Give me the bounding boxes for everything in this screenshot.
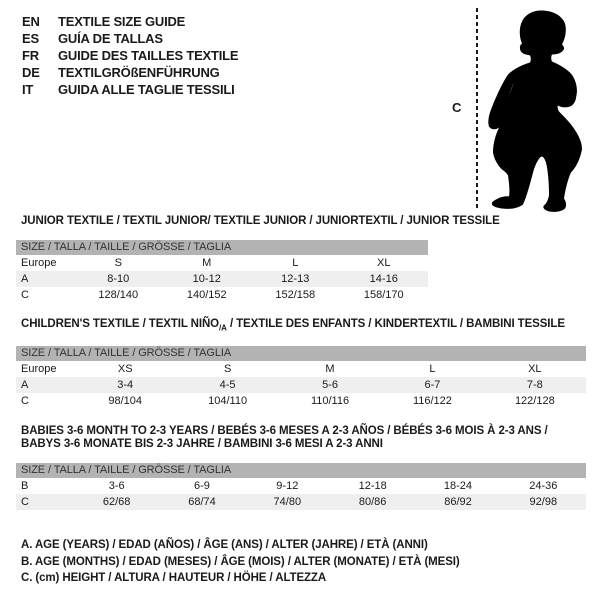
height-dashed-line	[476, 8, 478, 210]
section-children-textile	[16, 318, 586, 409]
size-cell: 140/152	[186, 289, 227, 301]
children-title-subscript: /A	[219, 323, 227, 333]
size-cell: 104/110	[208, 395, 248, 408]
size-cell: 110/116	[310, 395, 350, 408]
table-row-age	[16, 377, 586, 393]
size-cell: 62/68	[102, 496, 131, 508]
size-cell: XS	[117, 363, 133, 376]
row-label: C	[21, 395, 29, 408]
size-cell: 98/104	[108, 395, 143, 408]
language-list	[22, 13, 238, 98]
size-cell: 68/74	[188, 496, 216, 508]
size-cell: 3-4	[117, 379, 134, 392]
toddler-silhouette-icon	[487, 6, 597, 213]
children-size-table	[16, 346, 586, 409]
size-cell: 9-12	[276, 480, 299, 492]
footnotes	[21, 537, 460, 587]
section-junior-title: JUNIOR TEXTILE / TEXTIL JUNIOR/ TEXTILE JUNIOR / JUNIORTEXTIL / JUNIOR TESSILE	[21, 215, 500, 227]
section-babies-title	[21, 425, 586, 451]
children-title-prefix: CHILDREN'S TEXTILE / TEXTIL NIÑO	[21, 318, 220, 330]
row-label: A	[21, 273, 29, 285]
size-table-header: SIZE / TALLA / TAILLE / GRÖSSE / TAGLIA	[16, 240, 428, 255]
table-row-height	[16, 494, 586, 510]
footnote-age-months: B. AGE (MONTHS) / EDAD (MESES) / ÂGE (MOIS) / ALTER (MONATE) / ETÀ (MESI)	[21, 555, 460, 568]
table-row-europe	[16, 255, 428, 271]
table-row-europe	[16, 361, 586, 377]
size-cell: 18-24	[443, 480, 473, 492]
table-row-age-months	[16, 478, 586, 494]
size-cell: 74/80	[273, 496, 302, 508]
language-title: GUÍA DE TALLAS	[58, 31, 163, 46]
size-cell: 116/122	[412, 395, 452, 408]
size-cell: L	[429, 363, 436, 376]
size-cell: 92/98	[529, 496, 558, 508]
junior-size-table	[16, 240, 428, 303]
language-title: TEXTILE SIZE GUIDE	[58, 14, 186, 29]
height-marker-label: C	[452, 100, 462, 115]
size-cell: 128/140	[98, 289, 139, 301]
section-babies-textile	[16, 425, 586, 510]
babies-size-table	[16, 463, 586, 510]
table-row-height	[16, 287, 428, 303]
size-cell: S	[223, 363, 232, 376]
section-junior-textile	[16, 215, 500, 303]
size-table-header: SIZE / TALLA / TAILLE / GRÖSSE / TAGLIA	[16, 346, 586, 361]
language-code: IT	[22, 82, 34, 97]
footnote-age-years: A. AGE (YEARS) / EDAD (AÑOS) / ÂGE (ANS) / ALTER (JAHRE) / ETÀ (ANNI)	[21, 539, 428, 551]
size-cell: M	[202, 257, 212, 269]
language-code: EN	[22, 14, 40, 29]
language-row-fr	[22, 47, 238, 64]
language-code: DE	[22, 65, 40, 80]
language-code: FR	[22, 48, 39, 63]
size-cell: 10-12	[192, 273, 221, 285]
size-cell: 12-13	[281, 273, 310, 285]
table-row-height	[16, 393, 586, 409]
size-cell: S	[114, 257, 122, 269]
language-title: GUIDE DES TAILLES TEXTILE	[58, 48, 239, 63]
language-row-es	[22, 30, 238, 47]
language-title: TEXTILGRÖßENFÜHRUNG	[58, 65, 220, 80]
language-title: GUIDA ALLE TAGLIE TESSILI	[58, 82, 235, 97]
row-label: B	[21, 480, 29, 492]
size-cell: 7-8	[526, 379, 543, 392]
size-cell: 6-7	[424, 379, 441, 392]
size-cell: 80/86	[358, 496, 387, 508]
babies-title-line1: BABIES 3-6 MONTH TO 2-3 YEARS / BEBÉS 3-6 MESES A 2-3 AÑOS / BÉBÉS 3-6 MOIS À 2-3 ANS /	[21, 425, 548, 437]
size-table-header: SIZE / TALLA / TAILLE / GRÖSSE / TAGLIA	[16, 463, 586, 478]
size-cell: 12-18	[358, 480, 387, 492]
size-cell: 122/128	[514, 395, 555, 408]
size-cell: 24-36	[529, 480, 558, 492]
row-label: A	[21, 379, 29, 392]
language-row-de	[22, 64, 238, 81]
row-label: C	[21, 289, 29, 301]
babies-title-line2: BABYS 3-6 MONATE BIS 2-3 JAHRE / BAMBINI 3-6 MESI A 2-3 ANNI	[21, 438, 383, 450]
row-label: Europe	[21, 363, 57, 376]
size-cell: L	[292, 257, 299, 269]
size-cell: M	[325, 363, 335, 376]
size-cell: 4-5	[219, 379, 236, 392]
row-label: Europe	[21, 257, 57, 269]
size-cell: 14-16	[369, 273, 398, 285]
size-cell: XL	[377, 257, 391, 269]
size-cell: 8-10	[107, 273, 130, 285]
language-code: ES	[22, 31, 39, 46]
size-cell: 158/170	[363, 289, 404, 301]
size-cell: 5-6	[322, 379, 338, 392]
size-cell: XL	[528, 363, 542, 376]
size-cell: 6-9	[194, 480, 210, 492]
table-row-age	[16, 271, 428, 287]
row-label: C	[21, 496, 29, 508]
children-title-suffix: / TEXTILE DES ENFANTS / KINDERTEXTIL / BAMBINI TESSILE	[226, 318, 565, 330]
size-cell: 152/158	[275, 289, 316, 301]
size-cell: 86/92	[444, 496, 472, 508]
footnote-height: C. (cm) HEIGHT / ALTURA / HAUTEUR / HÖHE / ALTEZZA	[21, 572, 327, 584]
section-children-title	[21, 318, 586, 334]
language-row-en	[22, 13, 238, 30]
language-row-it	[22, 81, 238, 98]
size-cell: 3-6	[108, 480, 125, 492]
